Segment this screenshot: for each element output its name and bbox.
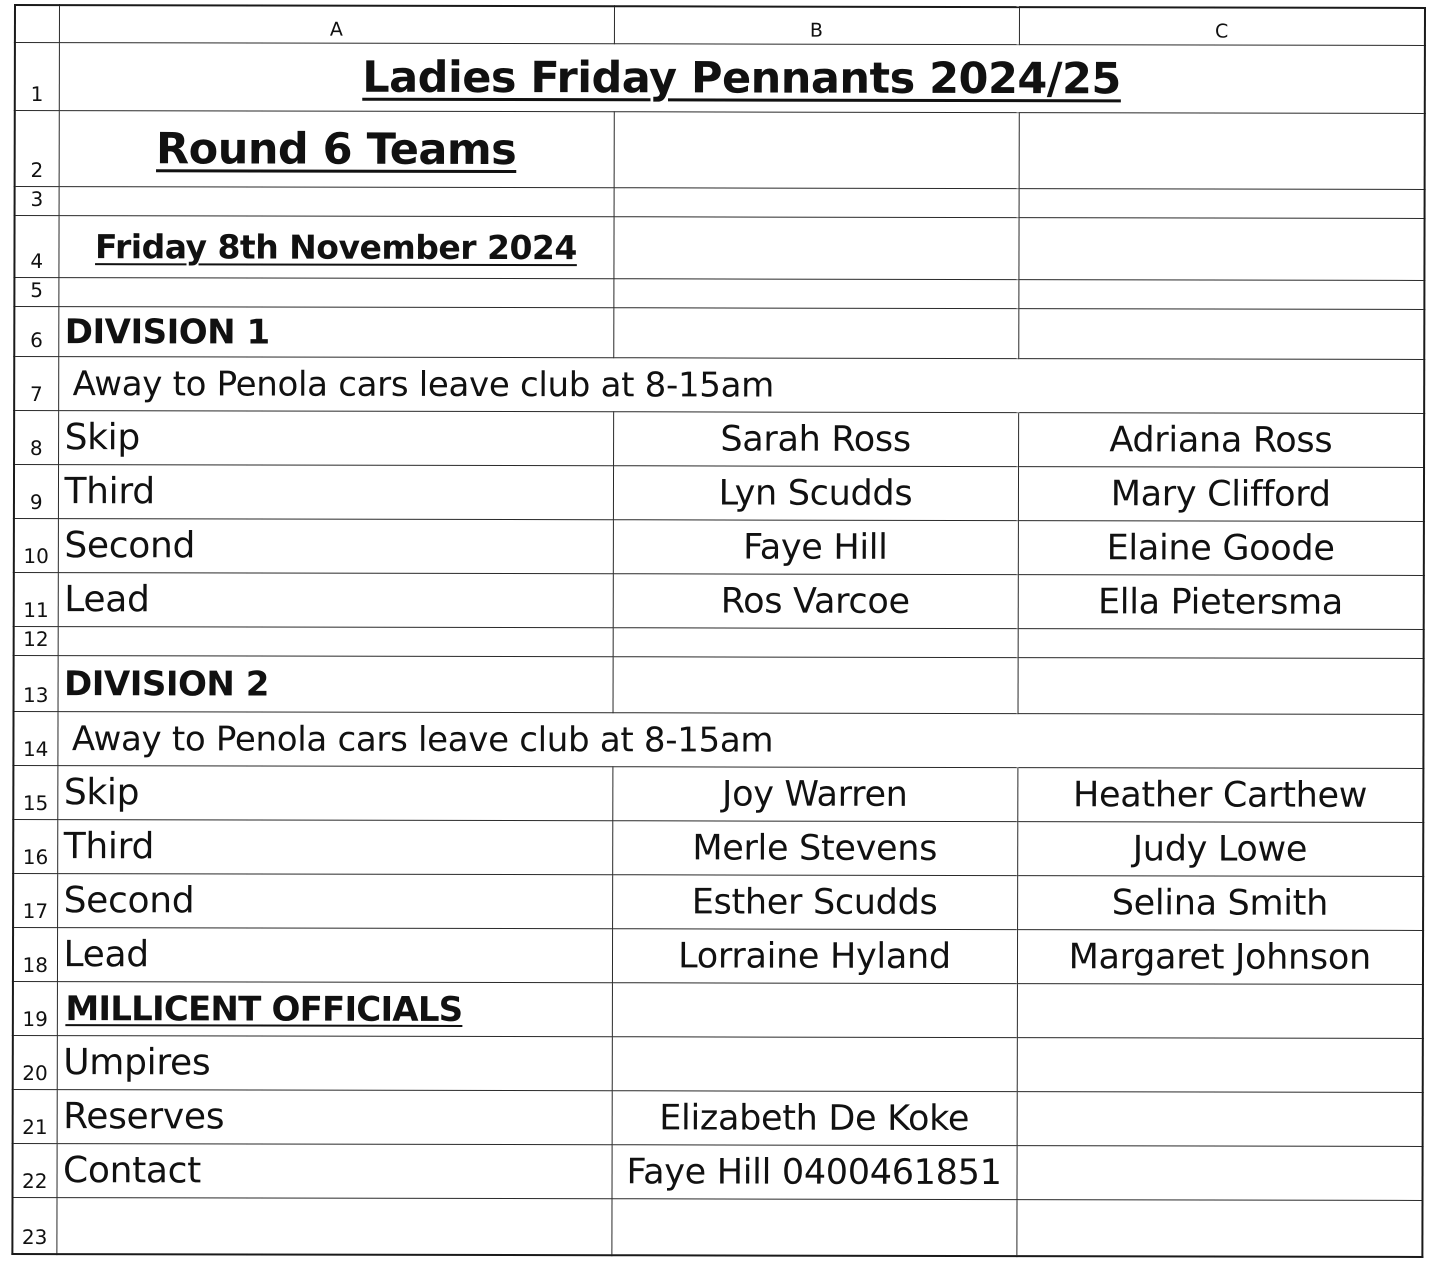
row-number[interactable]: 12 — [14, 627, 58, 656]
player-cell[interactable]: Elaine Goode — [1018, 521, 1424, 576]
row-number[interactable]: 11 — [14, 573, 58, 627]
cell[interactable] — [1017, 1092, 1423, 1147]
contact-label[interactable]: Contact — [57, 1144, 612, 1199]
position-label[interactable]: Skip — [58, 411, 613, 466]
row-number[interactable]: 14 — [13, 712, 57, 766]
table-row — [14, 307, 1424, 360]
cell[interactable] — [56, 1198, 611, 1255]
column-header-b[interactable]: B — [614, 6, 1019, 44]
cell[interactable] — [58, 627, 613, 657]
table-row — [14, 357, 1424, 414]
player-cell[interactable]: Esther Scudds — [612, 875, 1017, 930]
player-cell[interactable]: Selina Smith — [1017, 876, 1423, 931]
position-label[interactable]: Third — [57, 820, 612, 875]
cell[interactable] — [1019, 113, 1425, 190]
cell[interactable] — [613, 279, 1018, 309]
cell[interactable] — [612, 983, 1017, 1038]
table-row — [15, 43, 1425, 114]
player-cell[interactable]: Mary Clifford — [1018, 467, 1424, 522]
player-cell[interactable]: Sarah Ross — [613, 412, 1018, 467]
cell[interactable] — [614, 112, 1019, 189]
officials-heading[interactable]: MILLICENT OFFICIALS — [57, 982, 612, 1037]
column-header-a[interactable]: A — [59, 5, 614, 44]
division-1-note[interactable]: Away to Penola cars leave club at 8-15am — [58, 357, 1018, 413]
player-cell[interactable]: Margaret Johnson — [1017, 930, 1423, 985]
table-row — [12, 1197, 1422, 1256]
table-row — [15, 111, 1425, 190]
division-1-heading[interactable]: DIVISION 1 — [58, 307, 613, 358]
table-row — [13, 1143, 1423, 1200]
reserves-value[interactable]: Elizabeth De Koke — [612, 1091, 1017, 1146]
spreadsheet-table — [11, 4, 1426, 1257]
cell[interactable] — [613, 308, 1018, 359]
row-number[interactable]: 3 — [15, 187, 59, 216]
cell[interactable] — [1017, 984, 1423, 1039]
player-cell[interactable]: Lyn Scudds — [613, 466, 1018, 521]
row-number[interactable]: 4 — [14, 216, 58, 278]
cell[interactable] — [1016, 1146, 1422, 1201]
table-row — [13, 928, 1423, 985]
row-number[interactable]: 15 — [13, 766, 57, 820]
corner-cell[interactable] — [15, 5, 59, 43]
round-subtitle[interactable]: Round 6 Teams — [59, 111, 614, 188]
cell[interactable] — [1018, 658, 1424, 715]
row-number[interactable]: 16 — [13, 820, 57, 874]
cell[interactable] — [613, 628, 1018, 658]
row-number[interactable]: 22 — [13, 1143, 57, 1197]
row-number[interactable]: 8 — [14, 411, 58, 465]
player-cell[interactable]: Adriana Ross — [1018, 413, 1424, 468]
row-number[interactable]: 20 — [13, 1035, 57, 1089]
row-number[interactable]: 7 — [14, 357, 58, 411]
table-row — [14, 278, 1424, 310]
table-row — [14, 465, 1424, 522]
cell[interactable] — [613, 657, 1018, 714]
reserves-label[interactable]: Reserves — [57, 1090, 612, 1145]
position-label[interactable]: Second — [57, 874, 612, 929]
row-number[interactable]: 18 — [13, 928, 57, 982]
player-cell[interactable]: Merle Stevens — [612, 821, 1017, 876]
row-number[interactable]: 6 — [14, 307, 58, 357]
column-header-row — [15, 5, 1425, 45]
position-label[interactable]: Lead — [58, 573, 613, 628]
cell[interactable] — [58, 278, 613, 308]
table-row — [13, 766, 1423, 823]
match-date[interactable]: Friday 8th November 2024 — [58, 216, 613, 279]
position-label[interactable]: Lead — [57, 928, 612, 983]
cell[interactable] — [1018, 218, 1424, 281]
table-row — [14, 573, 1424, 630]
position-label[interactable]: Third — [58, 465, 613, 520]
table-row — [13, 712, 1423, 769]
row-number[interactable]: 23 — [12, 1197, 56, 1253]
player-cell[interactable]: Ella Pietersma — [1018, 575, 1424, 630]
cell[interactable] — [613, 217, 1018, 280]
table-row — [13, 874, 1423, 931]
division-2-heading[interactable]: DIVISION 2 — [58, 656, 613, 713]
cell[interactable] — [1018, 280, 1424, 310]
player-cell[interactable]: Ros Varcoe — [613, 574, 1018, 629]
table-row — [14, 519, 1424, 576]
row-number[interactable]: 2 — [15, 111, 59, 187]
player-cell[interactable]: Judy Lowe — [1017, 822, 1423, 877]
division-2-note[interactable]: Away to Penola cars leave club at 8-15am — [57, 712, 1017, 768]
row-number[interactable]: 5 — [14, 278, 58, 307]
umpires-label[interactable]: Umpires — [57, 1036, 612, 1091]
table-row — [15, 187, 1425, 219]
player-cell[interactable]: Faye Hill — [613, 520, 1018, 575]
cell[interactable] — [1018, 359, 1424, 414]
cell[interactable] — [1017, 714, 1423, 769]
cell[interactable] — [1018, 309, 1424, 360]
row-number[interactable]: 10 — [14, 519, 58, 573]
table-row — [14, 216, 1424, 281]
row-number[interactable]: 1 — [15, 43, 59, 111]
cell[interactable] — [1017, 1038, 1423, 1093]
row-number[interactable]: 9 — [14, 465, 58, 519]
table-row — [13, 1035, 1423, 1092]
row-number[interactable]: 21 — [13, 1089, 57, 1143]
player-cell[interactable]: Heather Carthew — [1017, 768, 1423, 823]
table-row — [14, 627, 1424, 659]
player-cell[interactable]: Joy Warren — [612, 767, 1017, 822]
row-number[interactable]: 17 — [13, 874, 57, 928]
row-number[interactable]: 19 — [13, 981, 57, 1035]
page-title[interactable]: Ladies Friday Pennants 2024/25 — [59, 43, 1425, 114]
row-number[interactable]: 13 — [14, 656, 58, 712]
cell[interactable] — [59, 187, 614, 217]
table-row — [14, 656, 1424, 715]
cell[interactable] — [1019, 189, 1425, 219]
contact-value[interactable]: Faye Hill 0400461851 — [611, 1145, 1016, 1200]
table-row — [14, 411, 1424, 468]
player-cell[interactable]: Lorraine Hyland — [612, 929, 1017, 984]
position-label[interactable]: Second — [58, 519, 613, 574]
cell[interactable] — [1018, 629, 1424, 659]
cell[interactable] — [1016, 1200, 1422, 1257]
table-row — [13, 820, 1423, 877]
table-row — [13, 981, 1423, 1038]
column-header-c[interactable]: C — [1019, 7, 1425, 45]
cell[interactable] — [614, 188, 1019, 218]
position-label[interactable]: Skip — [57, 766, 612, 821]
umpires-value[interactable] — [612, 1037, 1017, 1092]
table-row — [13, 1089, 1423, 1146]
cell[interactable] — [611, 1199, 1016, 1256]
